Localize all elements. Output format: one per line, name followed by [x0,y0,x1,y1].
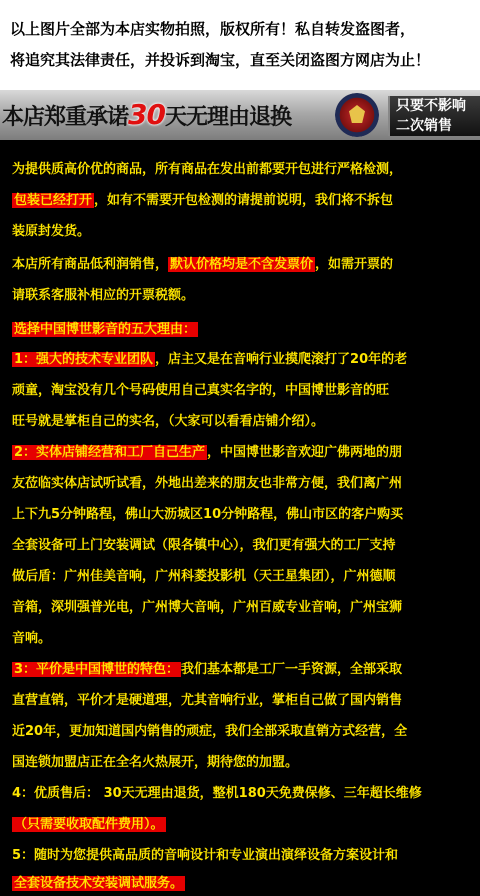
notice-line-1: 以上图片全部为本店实物拍照，版权所有！私自转发盗图者， [10,20,416,38]
policy-line-4-post: ，如需开票的 [315,257,394,272]
reason-1-highlight: 1：强大的技术专业团队 [14,352,154,367]
reason-4-line-2 [12,813,472,837]
banner-promise-suffix: 天无理由退换 [164,105,291,130]
policy-line-3: 装原封发货。 [12,224,91,239]
reason-2-line-5: 做后盾：广州佳美音响，广州科菱投影机（天王星集团），广州德顺 [12,569,396,584]
policy-line-2 [12,189,472,213]
banner-condition-line-1: 只要不影响 [396,98,466,114]
policy-line-2-rest: ，如有不需要开包检测的请提前说明，我们将不拆包 [94,193,394,208]
reason-4-highlight: （只需要收取配件费用）。 [14,817,164,832]
banner-condition-box [388,96,480,136]
reason-2-line-6: 音箱，深圳强普光电，广州博大音响，广州百威专业音响，广州宝狮 [12,600,403,615]
reason-2-line-3: 上下九5分钟路程，佛山大沥城区10分钟路程，佛山市区的客户购买 [12,507,404,522]
reason-4-line-1: 4：优质售后： 30天无理由退货，整机180天免费保修、三年超长维修 [12,786,422,801]
reason-1-line-2: 顽童，淘宝没有几个号码使用自己真实名字的，中国博世影音的旺 [12,383,390,398]
reason-2-line-1 [12,441,472,465]
reason-1-line-1 [12,348,472,372]
banner-condition-line-2: 二次销售 [396,118,452,134]
reasons-title [12,318,472,342]
reason-2-line-2: 友莅临实体店试听试看，外地出差来的朋友也非常方便，我们离广州 [12,476,403,491]
reason-3-highlight: 3：平价是中国博世的特色： [14,662,180,677]
package-opened-highlight: 包装已经打开 [14,193,93,208]
reason-1-rest: ，店主又是在音响行业摸爬滚打了20年的老 [155,352,408,367]
reasons-title-text: 选择中国博世影音的五大理由： [14,322,197,337]
reason-3-rest: 我们基本都是工厂一手资源，全部采取 [181,662,403,677]
reason-3-line-1 [12,658,472,682]
banner-promise-text [2,100,291,133]
reason-1-line-3: 旺号就是掌柜自己的实名，（大家可以看看店铺介绍）。 [12,414,325,429]
invoice-price-highlight: 默认价格均是不含发票价 [170,257,314,272]
quality-seal-icon [335,93,379,137]
copyright-notice [0,0,480,90]
reason-3-line-3: 近20年，更加知道国内销售的顽症，我们全部采取直销方式经营，全 [12,724,408,739]
reason-5-line-2 [12,872,472,896]
policy-line-5: 请联系客服补相应的开票税额。 [12,288,195,303]
banner-promise-prefix: 本店郑重承诺 [2,105,129,130]
reason-5-highlight: 全套设备技术安装调试服务。 [14,876,184,891]
reason-3-line-4: 国连锁加盟店正在全名火热展开，期待您的加盟。 [12,755,299,770]
policy-line-4 [12,253,472,277]
reason-2-line-7: 音响。 [12,631,52,646]
notice-line-2: 将追究其法律责任，并投诉到淘宝，直至关闭盗图方网店为止！ [10,51,431,69]
banner-days-number: 30 [128,98,165,131]
policy-line-4-pre: 本店所有商品低利润销售， [12,257,169,272]
reason-2-highlight: 2：实体店铺经营和工厂自己生产 [14,445,206,460]
policy-line-1: 为提供质高价优的商品，所有商品在发出前都要开包进行严格检测， [12,162,403,177]
reason-2-rest: ，中国博世影音欢迎广佛两地的朋 [207,445,403,460]
reason-5-line-1: 5：随时为您提供高品质的音响设计和专业演出演绎设备方案设计和 [12,848,399,863]
reason-2-line-4: 全套设备可上门安装调试（限各镇中心），我们更有强大的工厂支持 [12,538,396,553]
reason-3-line-2: 直营直销，平价才是硬道理，尤其音响行业，掌柜自己做了国内销售 [12,693,403,708]
